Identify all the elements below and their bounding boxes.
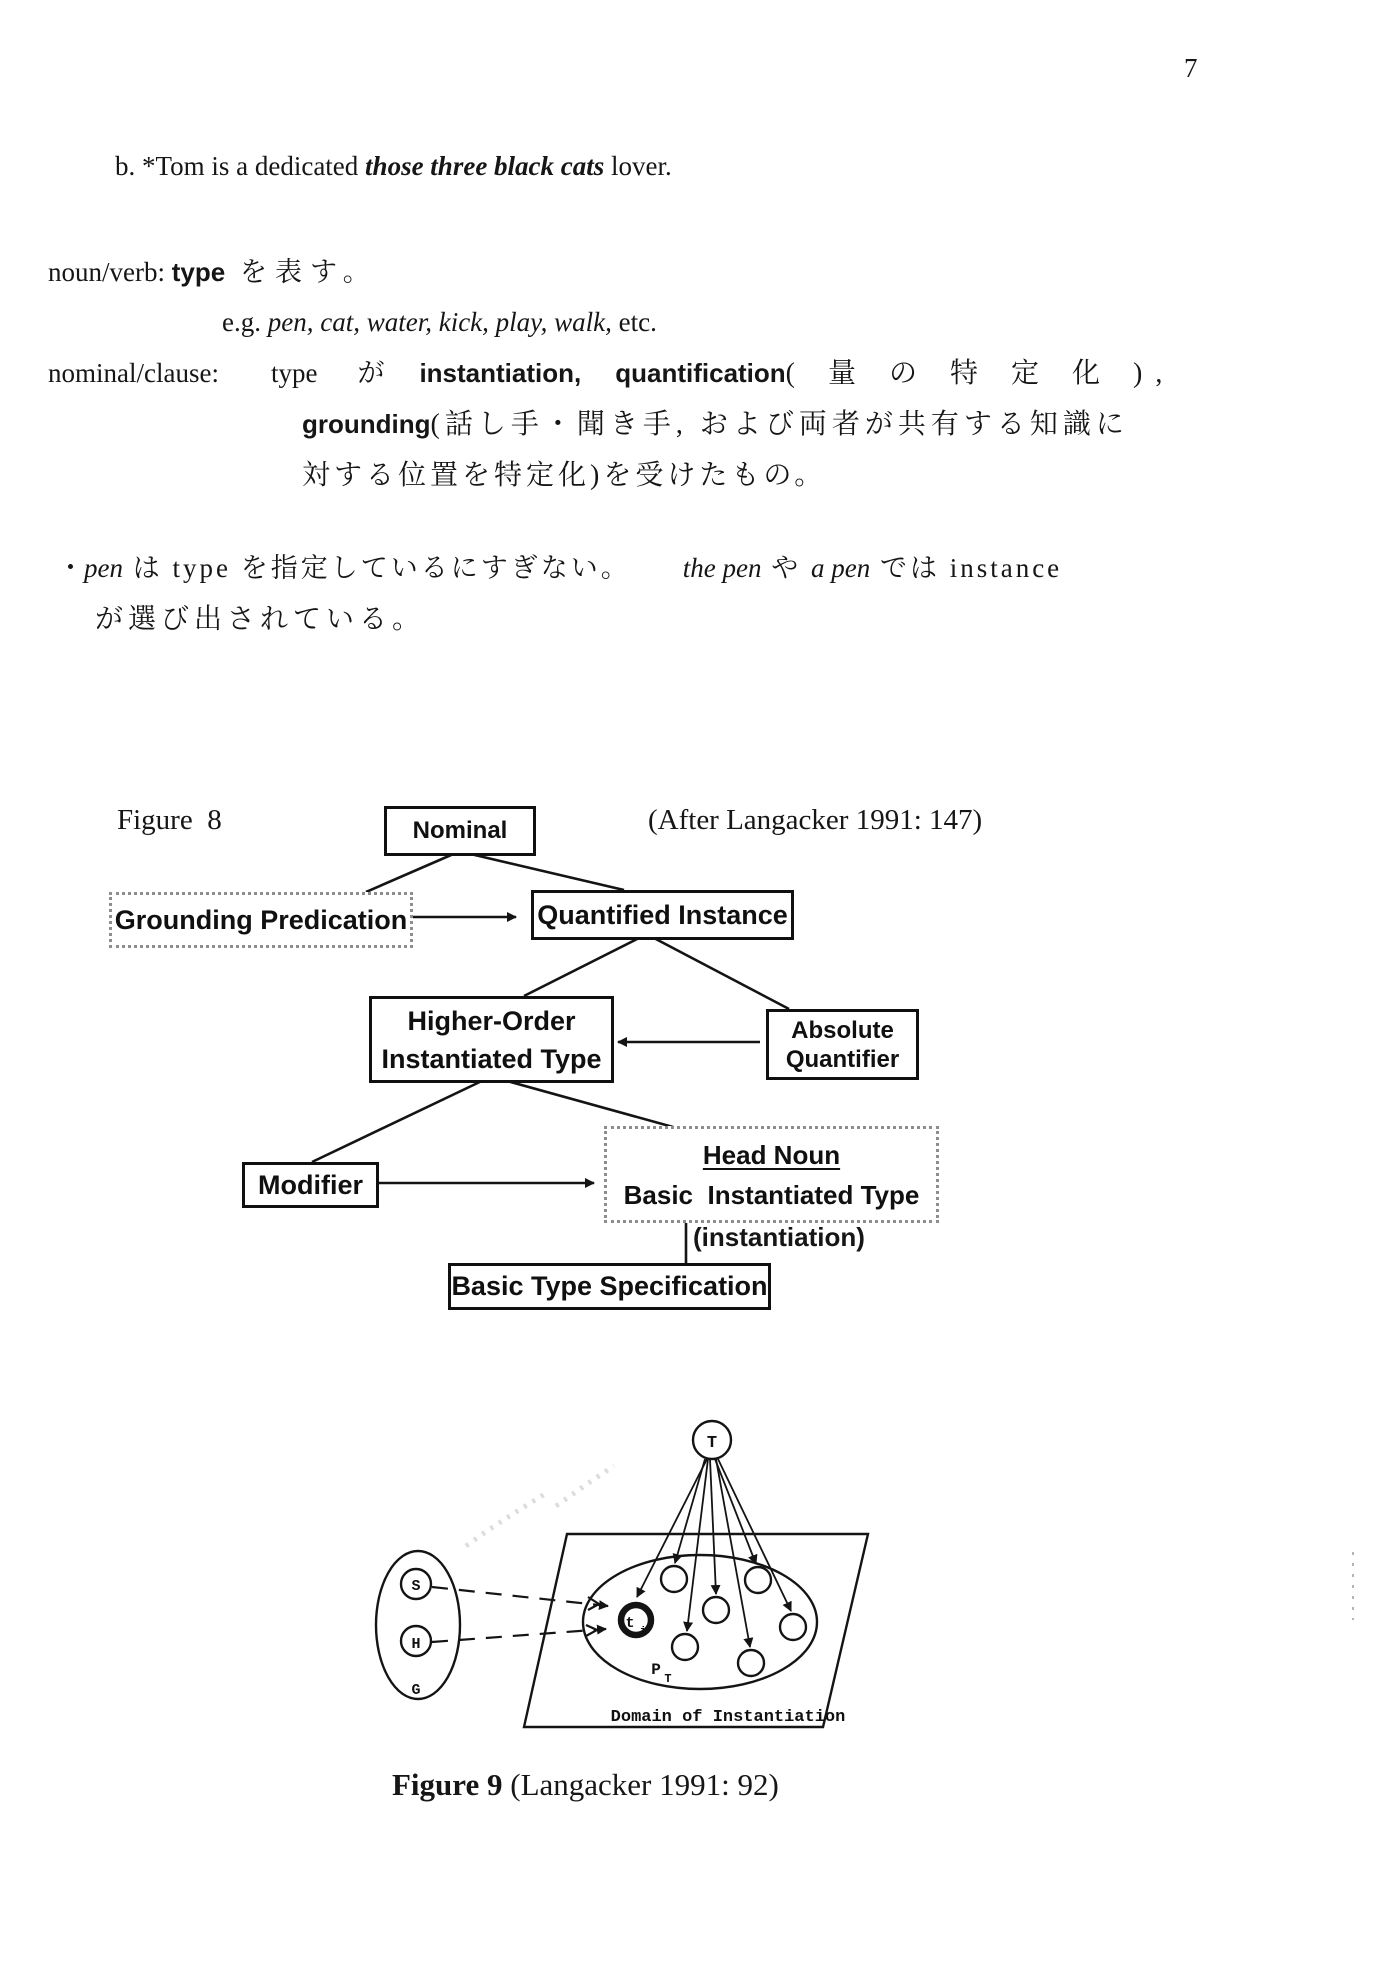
node-absolute-quantifier (766, 1009, 919, 1080)
figure8-label: Figure 8 (117, 804, 222, 836)
type-node-label: T (706, 1434, 718, 1453)
instance-circles (661, 1566, 806, 1676)
node-grounding-predication: Grounding Predication (109, 892, 413, 948)
nominal-clause-ga: が (357, 358, 390, 388)
eg-italic-words: pen, cat, water, kick, play, walk, (267, 307, 612, 337)
figure9-caption-rest: (Langacker 1991: 92) (502, 1767, 779, 1802)
node-head-noun (604, 1126, 939, 1223)
profiled-instance-subscript: i (639, 1626, 647, 1638)
grounding-line (302, 408, 1129, 442)
example-b-emphasis: those three black cats (365, 151, 605, 181)
noun-verb-japanese: を表す。 (225, 257, 378, 287)
hearer-circle (401, 1626, 431, 1656)
bullet-the-pen-italic: the pen (682, 553, 762, 583)
figure9-caption-bold: Figure 9 (392, 1767, 503, 1802)
instantiation-arrows (637, 1459, 791, 1647)
type-plurality-label: P (651, 1661, 661, 1679)
profiled-instance-label: t (625, 1615, 635, 1632)
bullet-mid2: や (761, 553, 811, 583)
higher-order-line1: Higher-Order (407, 1005, 576, 1036)
example-b-pre: b. *Tom is a dedicated (115, 151, 366, 181)
noun-verb-bold-type: type (171, 257, 226, 287)
instantiation-annotation: (instantiation) (693, 1222, 865, 1252)
grounding-japanese: (話し手・聞き手, および両者が共有する知識に (430, 409, 1129, 440)
type-set-ellipse (583, 1555, 817, 1689)
domain-plane (524, 1534, 868, 1727)
absolute-quantifier-line2: Quantifier (785, 1045, 900, 1073)
noun-verb-label: noun/verb: (48, 257, 172, 287)
pencil-annotation (466, 1466, 614, 1546)
figure8-credit: (After Langacker 1991: 147) (648, 804, 983, 836)
hearer-label: H (411, 1636, 421, 1653)
profiled-instance-circle (621, 1605, 651, 1635)
nominal-clause-type: type (270, 358, 318, 388)
pen-bullet-line (57, 552, 1062, 584)
higher-order-line2: Instantiated Type (381, 1043, 602, 1074)
eg-suffix: etc. (611, 307, 657, 337)
noun-verb-line (48, 256, 378, 288)
nominal-clause-label: nominal/clause: (48, 358, 219, 388)
example-sentence-b (115, 150, 672, 182)
page-number: 7 (1184, 53, 1198, 83)
grounding-line2: 対する位置を特定化)を受けたもの。 (302, 460, 827, 491)
eg-prefix: e.g. (222, 307, 268, 337)
bullet-marker: ・ (57, 553, 84, 583)
example-words-line (222, 306, 657, 338)
basic-instantiated-type-label: Basic Instantiated Type (623, 1179, 920, 1210)
nominal-clause-bold2: quantification (615, 358, 786, 388)
bullet-pen-italic: pen (84, 553, 123, 583)
domain-of-instantiation-label: Domain of Instantiation (610, 1708, 846, 1727)
bullet-a-pen-italic: a pen (810, 553, 871, 583)
chevron-marks (586, 1597, 599, 1636)
head-noun-title: Head Noun (702, 1139, 841, 1170)
node-quantified-instance: Quantified Instance (531, 890, 794, 940)
node-basic-type-specification: Basic Type Specification (448, 1263, 771, 1310)
node-higher-order-instantiated-type (369, 996, 614, 1083)
example-b-post: lover. (604, 151, 672, 181)
type-node-circle (693, 1421, 731, 1459)
type-plurality-subscript: T (664, 1672, 672, 1686)
grounding-dashed-arrows (432, 1587, 608, 1642)
figure9-caption (392, 1766, 779, 1803)
nominal-clause-bold1: instantiation, (419, 358, 582, 388)
ground-label: G (411, 1682, 421, 1699)
nominal-clause-paren-japanese: ( 量 の 特 定 化 ), (785, 358, 1176, 389)
node-nominal: Nominal (384, 806, 536, 856)
ground-ellipse (376, 1551, 460, 1699)
speaker-label: S (411, 1578, 421, 1595)
bullet-tail: では instance (870, 553, 1063, 583)
grounding-bold: grounding (302, 409, 431, 439)
node-modifier: Modifier (242, 1162, 379, 1208)
pen-bullet-line2: が選び出されている。 (95, 604, 426, 635)
absolute-quantifier-line1: Absolute (791, 1016, 894, 1044)
figure9-drawing (376, 1421, 868, 1727)
bullet-mid1: は type を指定しているにすぎない。 (122, 553, 631, 583)
speaker-circle (401, 1569, 431, 1599)
nominal-clause-line (48, 357, 1175, 391)
